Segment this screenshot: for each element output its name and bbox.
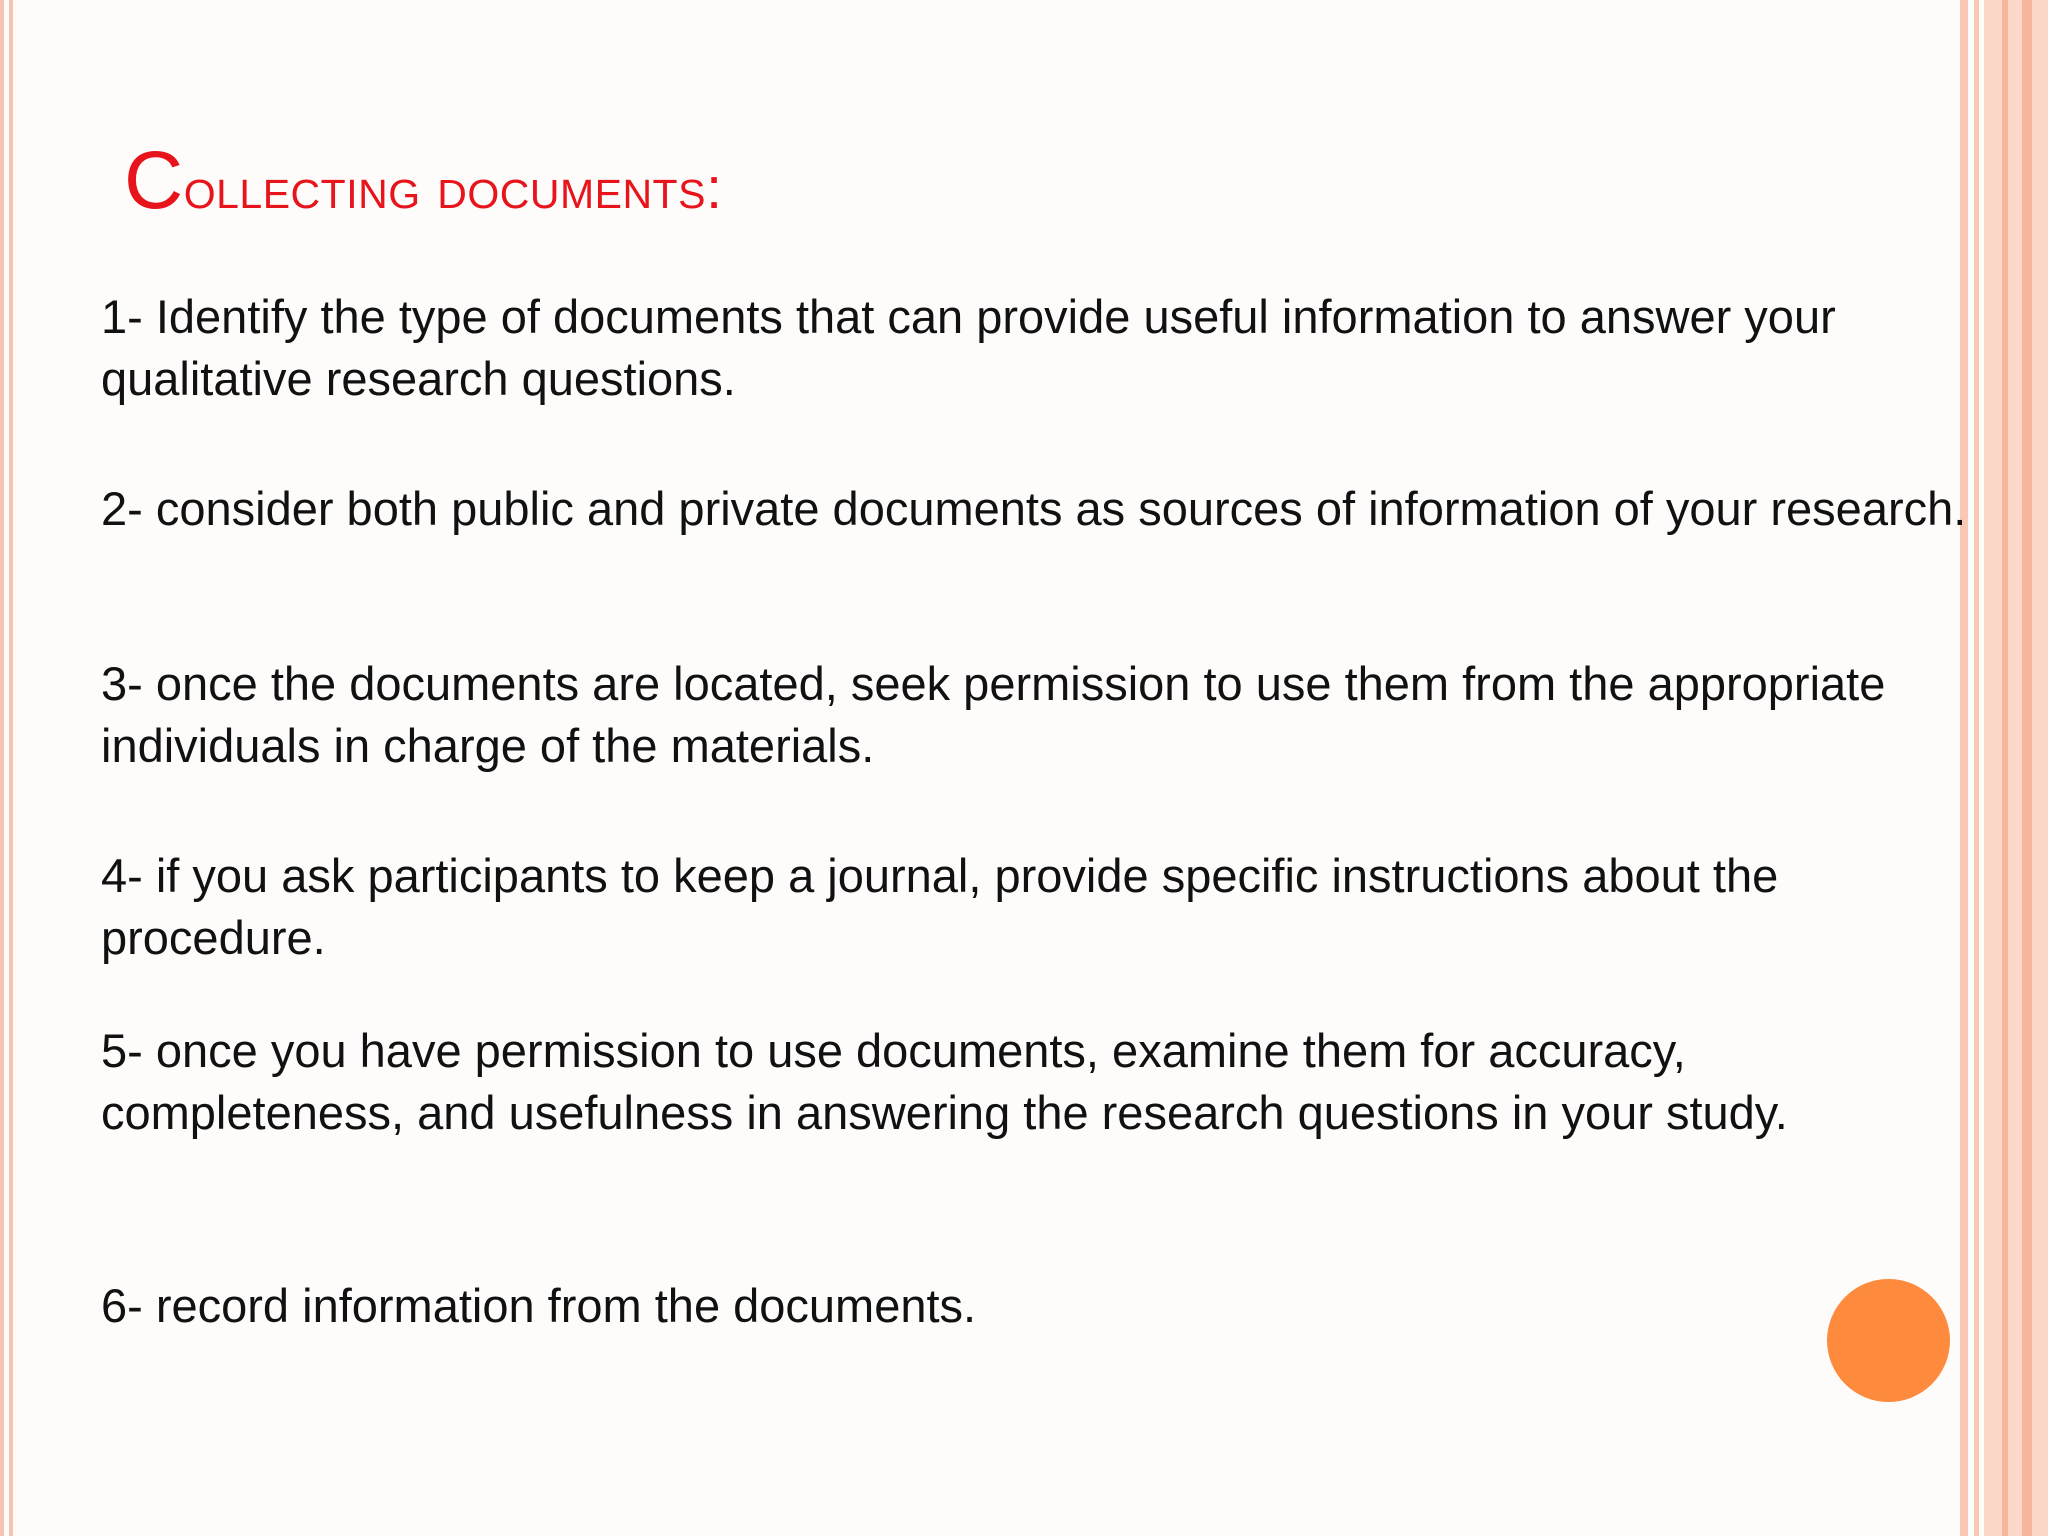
right-border-stripe xyxy=(2002,0,2008,1536)
step-item: 5- once you have permission to use documents, examine them for accuracy, completeness, and usefulness in answering the research questions in your study. xyxy=(101,1024,1788,1139)
left-border-line xyxy=(0,0,4,1536)
step-item: 2- consider both public and private documents as sources of information of your research. xyxy=(101,482,1967,535)
step-item: 1- Identify the type of documents that can provide useful information to answer your qualitative research questions. xyxy=(101,290,1836,405)
step-item: 4- if you ask participants to keep a journal, provide specific instructions about the procedure. xyxy=(101,849,1779,964)
orange-circle-decoration xyxy=(1827,1279,1950,1402)
right-border-band xyxy=(1984,0,2048,1536)
left-border-line xyxy=(9,0,13,1536)
step-item: 3- once the documents are located, seek permission to use them from the appropriate individuals in charge of the materials. xyxy=(101,657,1886,772)
step-item: 6- record information from the documents. xyxy=(101,1279,977,1332)
title-rest: ollecting documents: xyxy=(183,156,723,221)
title-initial: C xyxy=(124,135,184,226)
right-border-stripe xyxy=(2022,0,2032,1536)
slide-title xyxy=(124,132,723,230)
